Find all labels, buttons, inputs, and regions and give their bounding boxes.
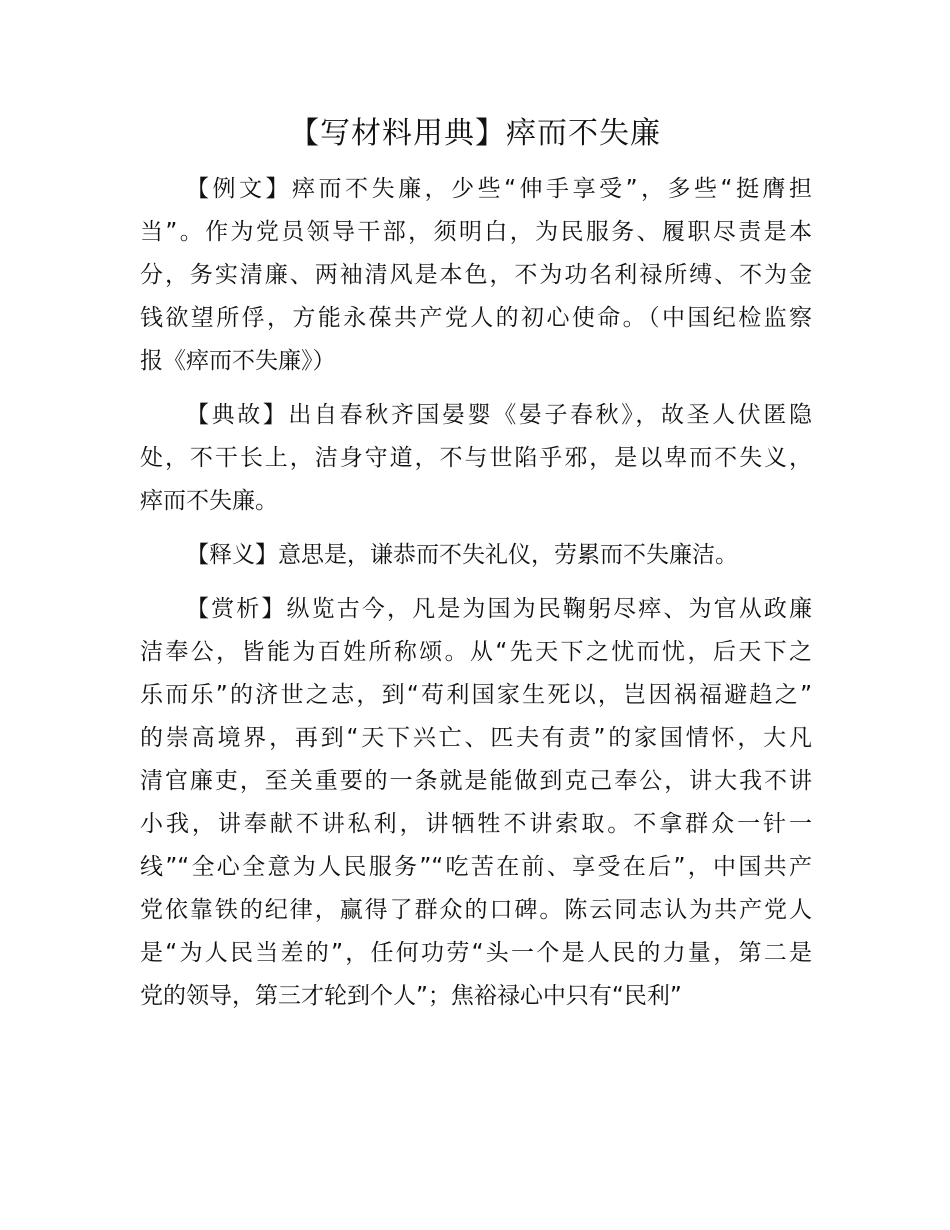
text-line: 小我，讲奉献不讲私利，讲牺牲不讲索取。不拿群众一针一 — [140, 811, 812, 837]
document-body — [140, 168, 812, 1029]
text-line: 洁奉公，皆能为百姓所称颂。从“先天下之忧而忧，后天下之 — [140, 639, 812, 665]
paragraph-example — [140, 168, 812, 383]
text-line: 党的领导，第三才轮到个人”；焦裕禄心中只有“民利” — [140, 983, 682, 1009]
text-line: 当”。作为党员领导干部，须明白，为民服务、履职尽责是本 — [140, 219, 812, 245]
text-line: 是“为人民当差的”，任何功劳“头一个是人民的力量，第二是 — [140, 940, 812, 966]
text-line: 党依靠铁的纪律，赢得了群众的口碑。陈云同志认为共产党人 — [140, 897, 812, 923]
text-line: 【典故】出自春秋齐国晏婴《晏子春秋》，故圣人伏匿隐 — [186, 402, 812, 428]
paragraph-appreciation — [140, 588, 812, 1018]
paragraph-meaning — [140, 534, 812, 577]
text-line: 线”“全心全意为人民服务”“吃苦在前、享受在后”，中国共产 — [140, 854, 812, 880]
paragraph-allusion — [140, 394, 812, 523]
text-line: 【赏析】纵览古今，凡是为国为民鞠躬尽瘁、为官从政廉 — [186, 596, 812, 622]
text-line: 【释义】意思是，谦恭而不失礼仪，劳累而不失廉洁。 — [186, 542, 738, 568]
text-line: 的崇高境界，再到“天下兴亡、匹夫有责”的家国情怀，大凡 — [140, 725, 812, 751]
text-line: 【例文】瘁而不失廉，少些“伸手享受”，多些“挺膺担 — [186, 176, 812, 202]
text-line: 报《瘁而不失廉》） — [140, 348, 336, 374]
text-line: 钱欲望所俘，方能永葆共产党人的初心使命。（中国纪检监察 — [140, 305, 812, 331]
text-line: 分，务实清廉、两袖清风是本色，不为功名利禄所缚、不为金 — [140, 262, 812, 288]
text-line: 处，不干长上，洁身守道，不与世陷乎邪，是以卑而不失义， — [140, 445, 812, 471]
text-line: 瘁而不失廉。 — [140, 488, 278, 514]
text-line: 清官廉吏，至关重要的一条就是能做到克己奉公，讲大我不讲 — [140, 768, 812, 794]
document-title: 【写材料用典】瘁而不失廉 — [289, 116, 661, 151]
text-line: 乐而乐”的济世之志，到“苟利国家生死以，岂因祸福避趋之” — [140, 682, 812, 708]
